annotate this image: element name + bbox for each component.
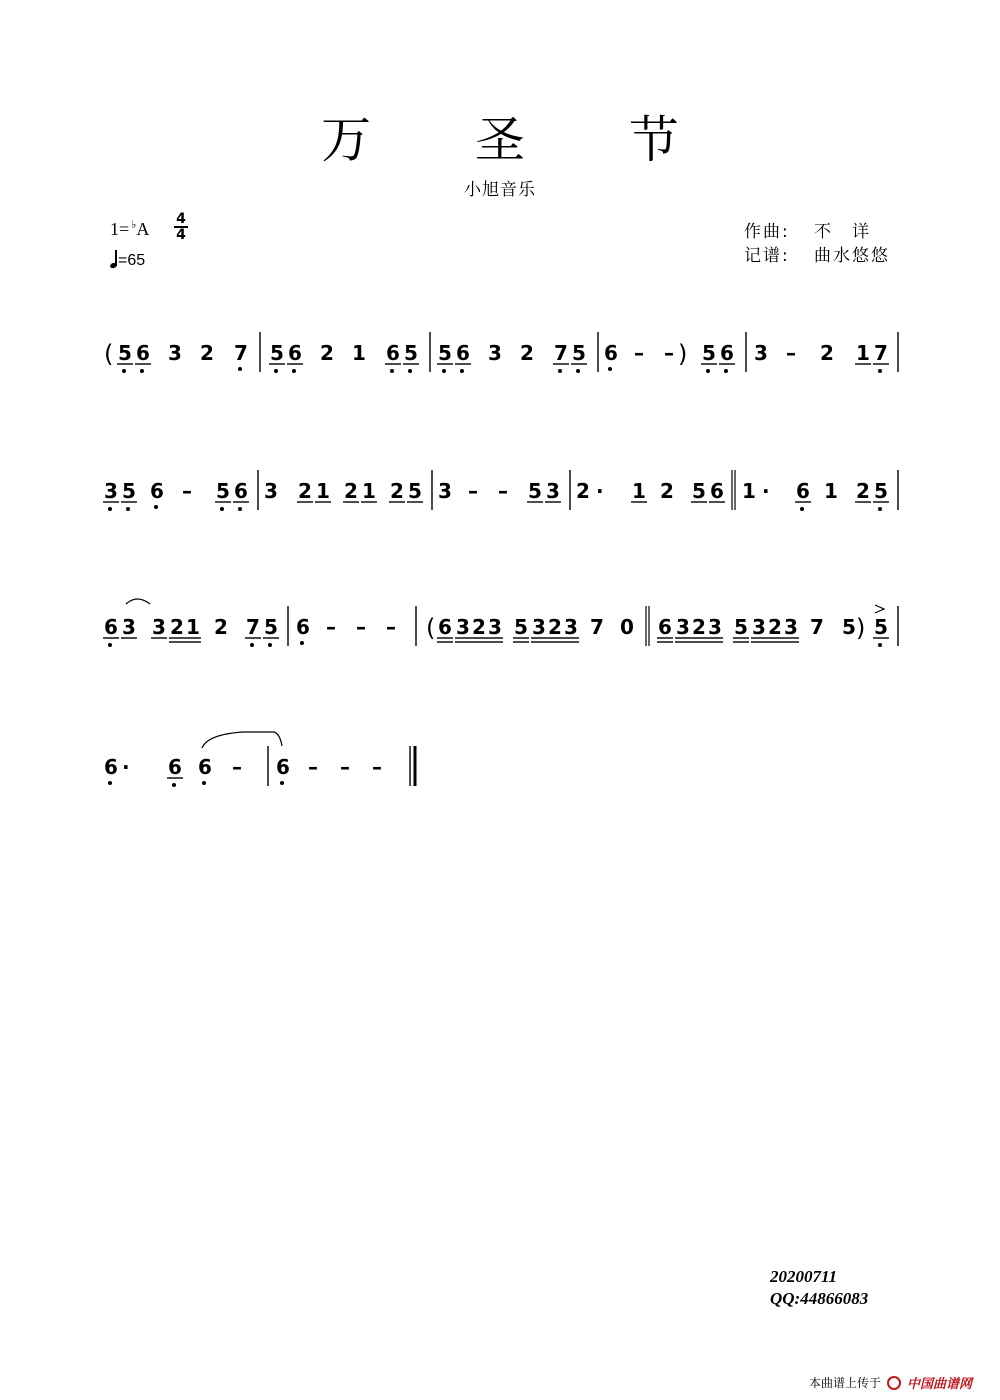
note-2-29: 3 bbox=[708, 615, 722, 639]
low-octave-dot bbox=[442, 369, 446, 373]
note-0-7: 5 bbox=[270, 341, 284, 365]
note-2-10: – bbox=[326, 615, 336, 639]
note-0-2: 6 bbox=[136, 341, 150, 365]
note-0-14: 5 bbox=[438, 341, 452, 365]
transcriber-label: 记谱: bbox=[744, 246, 790, 266]
note-2-2: 3 bbox=[152, 615, 166, 639]
note-0-8: 6 bbox=[288, 341, 302, 365]
note-2-23: 7 bbox=[590, 615, 604, 639]
low-octave-dot bbox=[202, 781, 206, 785]
low-octave-dot bbox=[108, 643, 112, 647]
flat-sign: ♭ bbox=[131, 219, 137, 231]
low-octave-dot bbox=[706, 369, 710, 373]
note-1-33: 5 bbox=[874, 479, 888, 503]
meter-top: 4 bbox=[174, 212, 188, 228]
low-octave-dot bbox=[724, 369, 728, 373]
note-1-9: 1 bbox=[316, 479, 330, 503]
low-octave-dot bbox=[300, 641, 304, 645]
low-octave-dot bbox=[140, 369, 144, 373]
meter-bottom: 4 bbox=[176, 227, 186, 243]
note-0-21: 6 bbox=[604, 341, 618, 365]
note-2-20: 3 bbox=[532, 615, 546, 639]
note-0-10: 1 bbox=[352, 341, 366, 365]
low-octave-dot bbox=[608, 367, 612, 371]
note-1-4: 5 bbox=[216, 479, 230, 503]
low-octave-dot bbox=[238, 367, 242, 371]
note-2-14: ( bbox=[426, 614, 436, 642]
note-2-33: 3 bbox=[784, 615, 798, 639]
low-octave-dot bbox=[268, 643, 272, 647]
note-0-25: 5 bbox=[702, 341, 716, 365]
composer-label: 作曲: bbox=[744, 222, 790, 242]
footer-text: 本曲谱上传于 bbox=[808, 1376, 881, 1390]
note-3-2: 6 bbox=[168, 755, 182, 779]
note-3-3: 6 bbox=[198, 755, 212, 779]
note-2-3: 2 bbox=[170, 615, 184, 639]
score-line-1-svg bbox=[104, 330, 896, 380]
note-2-27: 3 bbox=[676, 615, 690, 639]
date-stamp bbox=[770, 1266, 868, 1310]
low-octave-dot bbox=[390, 369, 394, 373]
note-0-22: – bbox=[634, 341, 644, 365]
note-2-24: 0 bbox=[620, 615, 634, 639]
note-0-24: ) bbox=[678, 340, 688, 368]
note-2-11: – bbox=[356, 615, 366, 639]
note-0-16: 3 bbox=[488, 341, 502, 365]
low-octave-dot bbox=[878, 369, 882, 373]
note-1-17: – bbox=[498, 479, 508, 503]
note-1-30: 6 bbox=[796, 479, 810, 503]
low-octave-dot bbox=[878, 643, 882, 647]
note-0-28: 3 bbox=[754, 341, 768, 365]
footer bbox=[809, 1373, 972, 1392]
slur bbox=[126, 599, 150, 604]
tempo-marking bbox=[110, 250, 145, 270]
site-logo-icon bbox=[887, 1376, 901, 1390]
note-2-0: 6 bbox=[104, 615, 118, 639]
note-1-24: 2 bbox=[660, 479, 674, 503]
note-2-22: 3 bbox=[564, 615, 578, 639]
low-octave-dot bbox=[122, 369, 126, 373]
site-logo[interactable]: 中国曲谱网 bbox=[906, 1377, 972, 1392]
note-2-31: 3 bbox=[752, 615, 766, 639]
note-1-8: 2 bbox=[298, 479, 312, 503]
note-0-26: 6 bbox=[720, 341, 734, 365]
note-1-1: 5 bbox=[122, 479, 136, 503]
note-1-12: 2 bbox=[390, 479, 404, 503]
note-3-9: – bbox=[372, 755, 382, 779]
note-1-29: · bbox=[762, 479, 770, 503]
score-line-2 bbox=[104, 468, 896, 518]
note-0-19: 5 bbox=[572, 341, 586, 365]
note-1-28: 1 bbox=[742, 479, 756, 503]
note-2-17: 2 bbox=[472, 615, 486, 639]
low-octave-dot bbox=[220, 507, 224, 511]
note-0-4: 2 bbox=[200, 341, 214, 365]
score-line-4-svg bbox=[104, 744, 896, 794]
note-1-22: · bbox=[596, 479, 604, 503]
note-2-26: 6 bbox=[658, 615, 672, 639]
note-2-35: 5 bbox=[842, 615, 856, 639]
low-octave-dot bbox=[126, 507, 130, 511]
note-0-18: 7 bbox=[554, 341, 568, 365]
qq-number: QQ:44866083 bbox=[770, 1289, 869, 1308]
note-0-31: 1 bbox=[856, 341, 870, 365]
note-0-23: – bbox=[664, 341, 674, 365]
composer: 不 详 bbox=[814, 222, 871, 242]
note-0-32: 7 bbox=[874, 341, 888, 365]
note-1-23: 1 bbox=[632, 479, 646, 503]
score-line-2-svg bbox=[104, 468, 896, 518]
low-octave-dot bbox=[172, 783, 176, 787]
note-2-34: 7 bbox=[810, 615, 824, 639]
note-1-31: 1 bbox=[824, 479, 838, 503]
score-line-4 bbox=[104, 744, 896, 794]
note-2-19: 5 bbox=[514, 615, 528, 639]
key-signature bbox=[110, 211, 186, 243]
note-2-4: 1 bbox=[186, 615, 200, 639]
note-1-32: 2 bbox=[856, 479, 870, 503]
note-2-1: 3 bbox=[122, 615, 136, 639]
accent-mark bbox=[875, 605, 884, 613]
note-2-21: 2 bbox=[548, 615, 562, 639]
note-0-17: 2 bbox=[520, 341, 534, 365]
note-0-29: – bbox=[786, 341, 796, 365]
low-octave-dot bbox=[576, 369, 580, 373]
song-title: 万 圣 节 bbox=[321, 111, 723, 169]
score-line-3 bbox=[104, 604, 896, 654]
low-octave-dot bbox=[292, 369, 296, 373]
low-octave-dot bbox=[558, 369, 562, 373]
credits bbox=[744, 220, 890, 268]
note-0-30: 2 bbox=[820, 341, 834, 365]
note-1-11: 1 bbox=[362, 479, 376, 503]
low-octave-dot bbox=[108, 781, 112, 785]
note-3-0: 6 bbox=[104, 755, 118, 779]
note-2-16: 3 bbox=[456, 615, 470, 639]
quarter-note-icon bbox=[110, 250, 118, 268]
note-2-7: 5 bbox=[264, 615, 278, 639]
low-octave-dot bbox=[108, 507, 112, 511]
note-2-32: 2 bbox=[768, 615, 782, 639]
note-0-9: 2 bbox=[320, 341, 334, 365]
note-1-7: 3 bbox=[264, 479, 278, 503]
note-3-4: – bbox=[232, 755, 242, 779]
note-0-1: 5 bbox=[118, 341, 132, 365]
tie bbox=[202, 732, 282, 748]
note-3-8: – bbox=[340, 755, 350, 779]
key-note: A bbox=[136, 219, 150, 239]
score-line-3-svg bbox=[104, 604, 896, 654]
low-octave-dot bbox=[460, 369, 464, 373]
low-octave-dot bbox=[408, 369, 412, 373]
note-2-37: 5 bbox=[874, 615, 888, 639]
score-line-1 bbox=[104, 330, 896, 380]
transcriber: 曲水悠悠 bbox=[814, 246, 890, 266]
note-1-16: – bbox=[468, 479, 478, 503]
note-1-10: 2 bbox=[344, 479, 358, 503]
tempo-value: =65 bbox=[118, 252, 146, 269]
note-3-7: – bbox=[308, 755, 318, 779]
date: 20200711 bbox=[770, 1267, 838, 1286]
note-1-5: 6 bbox=[234, 479, 248, 503]
low-octave-dot bbox=[800, 507, 804, 511]
subtitle: 小旭音乐 bbox=[464, 180, 536, 200]
note-2-30: 5 bbox=[734, 615, 748, 639]
note-3-6: 6 bbox=[276, 755, 290, 779]
note-1-3: – bbox=[182, 479, 192, 503]
note-2-18: 3 bbox=[488, 615, 502, 639]
low-octave-dot bbox=[280, 781, 284, 785]
low-octave-dot bbox=[878, 507, 882, 511]
note-2-28: 2 bbox=[692, 615, 706, 639]
note-1-25: 5 bbox=[692, 479, 706, 503]
time-signature bbox=[174, 212, 188, 242]
note-2-15: 6 bbox=[438, 615, 452, 639]
note-1-18: 5 bbox=[528, 479, 542, 503]
note-2-9: 6 bbox=[296, 615, 310, 639]
low-octave-dot bbox=[250, 643, 254, 647]
note-1-2: 6 bbox=[150, 479, 164, 503]
note-0-3: 3 bbox=[168, 341, 182, 365]
note-1-13: 5 bbox=[408, 479, 422, 503]
note-1-15: 3 bbox=[438, 479, 452, 503]
note-0-15: 6 bbox=[456, 341, 470, 365]
note-3-1: · bbox=[122, 755, 130, 779]
note-2-12: – bbox=[386, 615, 396, 639]
note-1-0: 3 bbox=[104, 479, 118, 503]
note-1-26: 6 bbox=[710, 479, 724, 503]
note-2-36: ) bbox=[856, 614, 866, 642]
note-0-12: 5 bbox=[404, 341, 418, 365]
note-0-11: 6 bbox=[386, 341, 400, 365]
note-1-21: 2 bbox=[576, 479, 590, 503]
key-prefix: 1= bbox=[110, 219, 130, 239]
note-1-19: 3 bbox=[546, 479, 560, 503]
note-2-5: 2 bbox=[214, 615, 228, 639]
low-octave-dot bbox=[238, 507, 242, 511]
low-octave-dot bbox=[154, 505, 158, 509]
note-2-6: 7 bbox=[246, 615, 260, 639]
note-0-5: 7 bbox=[234, 341, 248, 365]
low-octave-dot bbox=[274, 369, 278, 373]
note-0-0: ( bbox=[104, 340, 114, 368]
